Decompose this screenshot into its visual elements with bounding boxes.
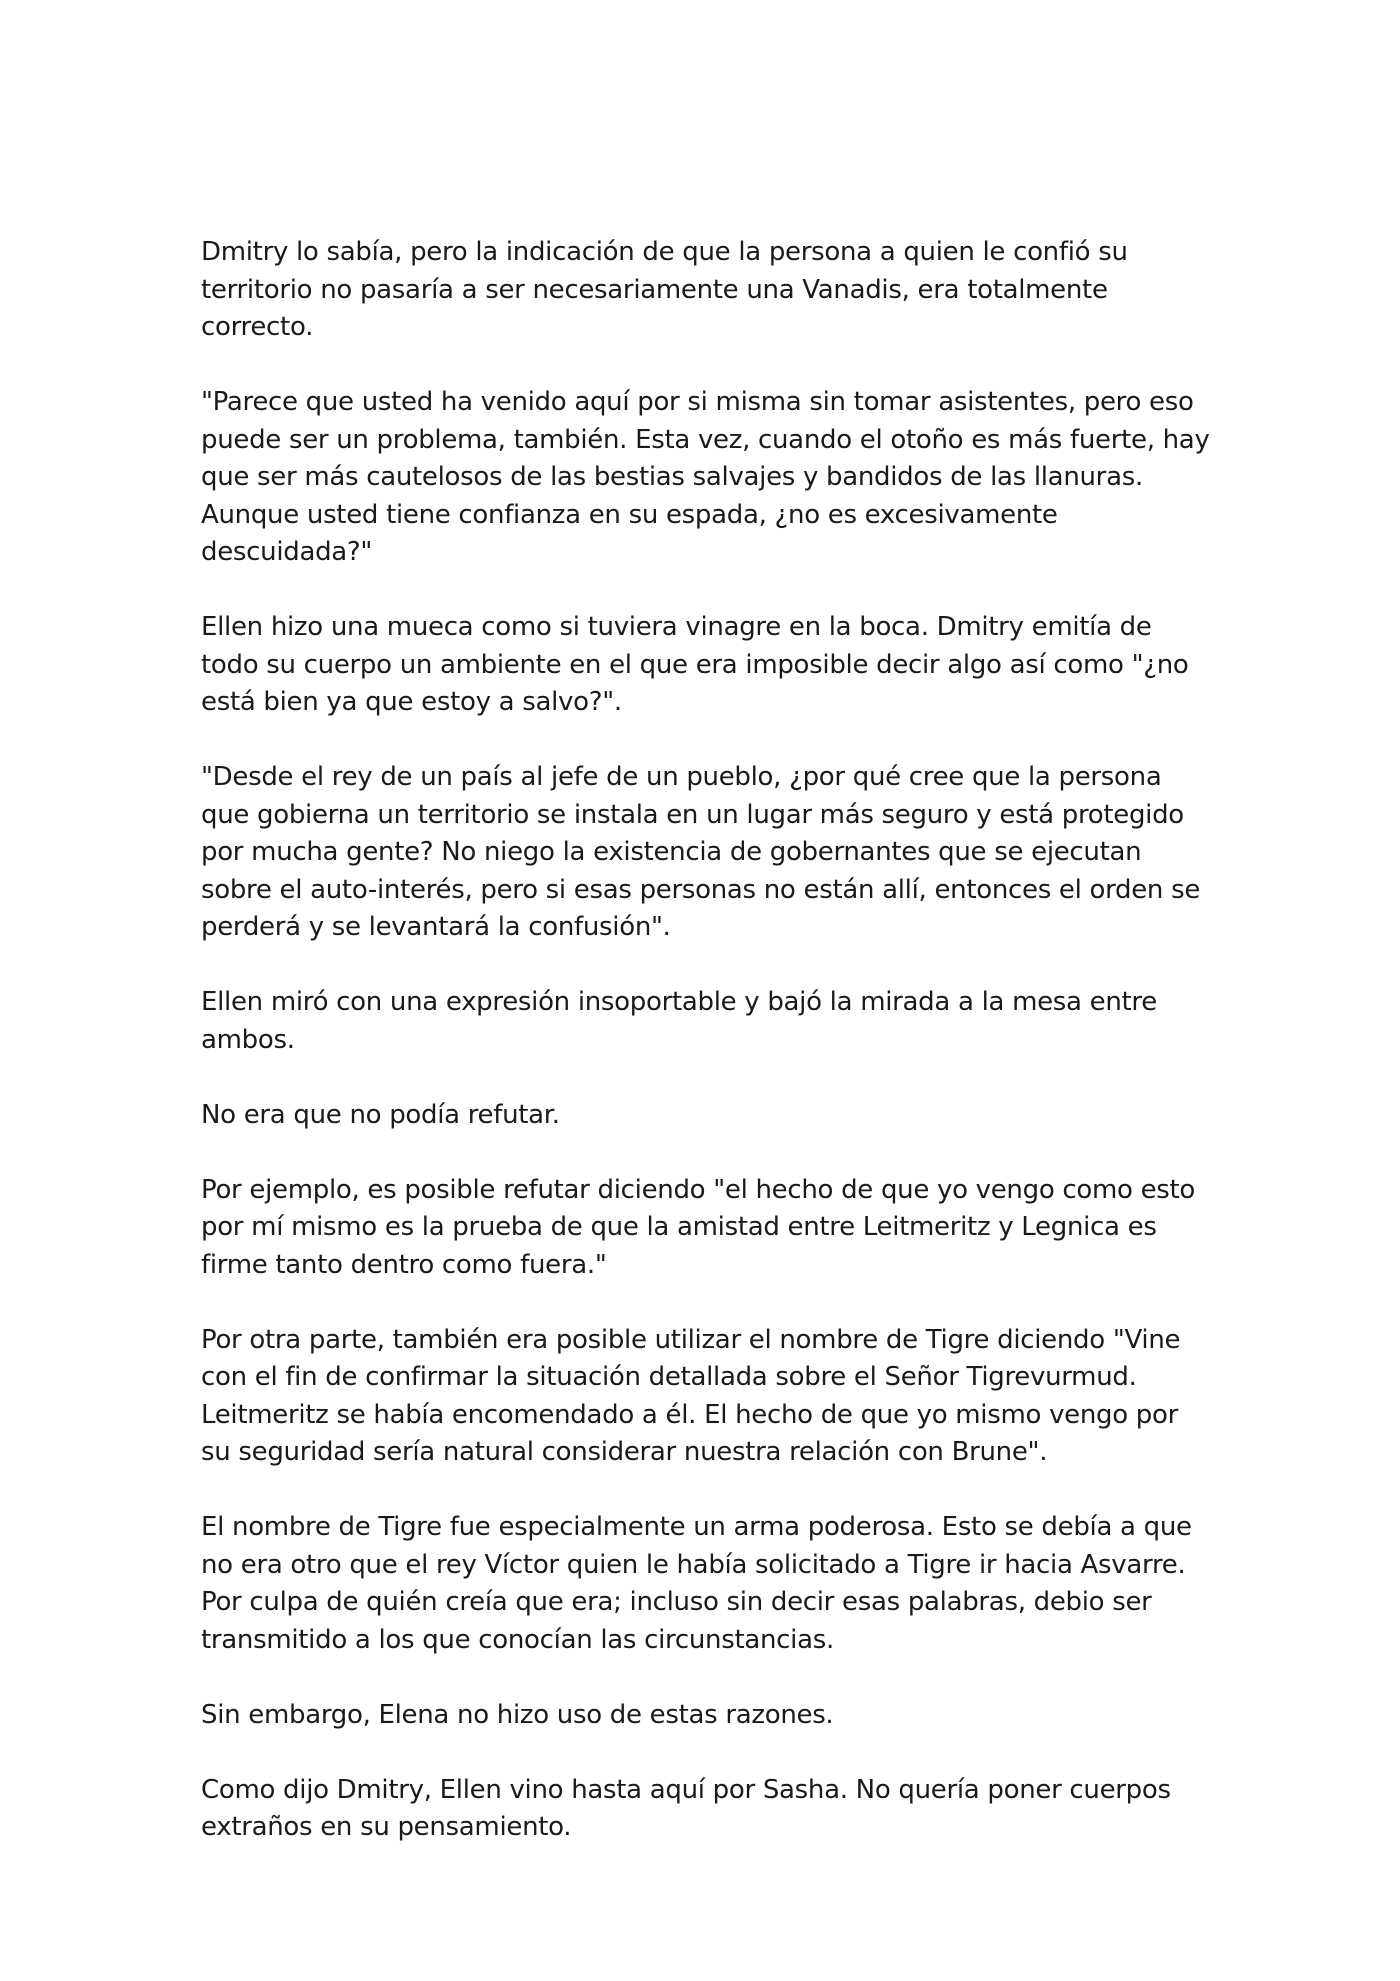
paragraph-6: No era que no podía refutar.	[201, 1099, 560, 1130]
paragraph-1: Dmitry lo sabía, pero la indicación de que la persona a quien le confió su territorio no pasaría a ser necesariamente una Vanadis, era totalmente correcto.	[201, 237, 1128, 342]
document-body	[201, 234, 1211, 1847]
paragraph-5: Ellen miró con una expresión insoportable y bajó la mirada a la mesa entre ambos.	[201, 987, 1157, 1055]
paragraph-4: "Desde el rey de un país al jefe de un pueblo, ¿por qué cree que la persona que gobierna un territorio se instala en un lugar más seguro y está protegido por mucha gente? No niego la existencia de gobernantes que se ejecutan sobre el auto-interés, pero si esas personas no están allí, entonces el orden se perderá y se levantará la confusión".	[201, 762, 1201, 942]
paragraph-8: Por otra parte, también era posible utilizar el nombre de Tigre diciendo "Vine con el fin de confirmar la situación detallada sobre el Señor Tigrevurmud. Leitmeritz se había encomendado a él. El hecho de que yo mismo vengo por su seguridad sería natural considerar nuestra relación con Brune".	[201, 1324, 1181, 1467]
paragraph-11: Como dijo Dmitry, Ellen vino hasta aquí por Sasha. No quería poner cuerpos extraños en su pensamiento.	[201, 1774, 1171, 1842]
paragraph-2: "Parece que usted ha venido aquí por si misma sin tomar asistentes, pero eso puede ser un problema, también. Esta vez, cuando el otoño es más fuerte, hay que ser más cautelosos de las bestias salvajes y bandidos de las llanuras. Aunque usted tiene confianza en su espada, ¿no es excesivamente descuidada?"	[201, 387, 1210, 567]
paragraph-10: Sin embargo, Elena no hizo uso de estas razones.	[201, 1699, 834, 1730]
paragraph-3: Ellen hizo una mueca como si tuviera vinagre en la boca. Dmitry emitía de todo su cuerpo un ambiente en el que era imposible decir algo así como "¿no está bien ya que estoy a salvo?".	[201, 612, 1189, 717]
paragraph-9: El nombre de Tigre fue especialmente un arma poderosa. Esto se debía a que no era otro que el rey Víctor quien le había solicitado a Tigre ir hacia Asvarre. Por culpa de quién creía que era; incluso sin decir esas palabras, debio ser transmitido a los que conocían las circunstancias.	[201, 1512, 1192, 1655]
paragraph-7: Por ejemplo, es posible refutar diciendo "el hecho de que yo vengo como esto por mí mismo es la prueba de que la amistad entre Leitmeritz y Legnica es firme tanto dentro como fuera."	[201, 1174, 1196, 1280]
